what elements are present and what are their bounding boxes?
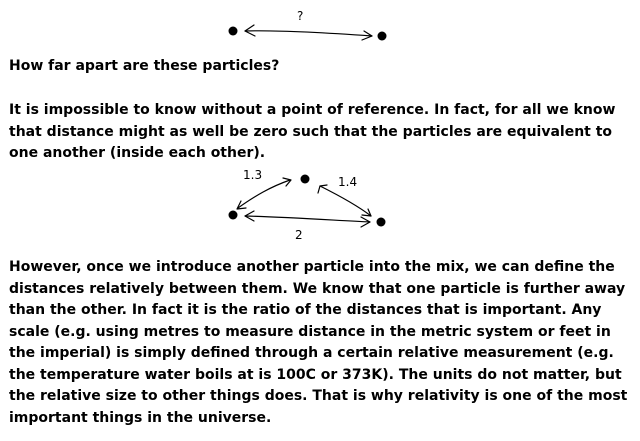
distance-arrow <box>245 31 372 36</box>
particle-left <box>229 211 238 220</box>
particle-b <box>378 32 387 41</box>
question-text: How far apart are these particles? <box>9 58 280 74</box>
distance-label-left-edge: 1.3 <box>243 168 263 182</box>
distance-label-right-edge: 1.4 <box>338 175 358 189</box>
edge-left <box>238 180 290 208</box>
particle-top <box>301 175 310 184</box>
edge-right <box>320 186 371 216</box>
two-particle-sketch <box>0 0 640 50</box>
particle-right <box>377 218 386 227</box>
edge-bottom <box>245 216 370 222</box>
paragraph-point-of-reference: It is impossible to know without a point of reference. In fact, for all we know that distance might as well be zero such that the particles are equivalent to one another (inside each other). <box>9 102 616 161</box>
particle-a <box>229 27 238 36</box>
paragraph-relative-distances: However, once we introduce another particle into the mix, we can define the distances relatively between them. We know that one particle is further away than the other. In fact it is the ratio of the distances that is important. Any scale (e.g. using metres to measure distance in the metric system or feet in the imperial) is simply defined through a certain relative measurement (e.g. the temperature water boils at is 100C or 373K). The units do not matter, but the relative size to other things does. That is why relativity is one of the most important things in the universe. <box>9 259 628 426</box>
three-particle-sketch <box>0 160 640 245</box>
distance-label-bottom-edge: 2 <box>295 228 303 242</box>
distance-question-label: ? <box>297 9 304 23</box>
